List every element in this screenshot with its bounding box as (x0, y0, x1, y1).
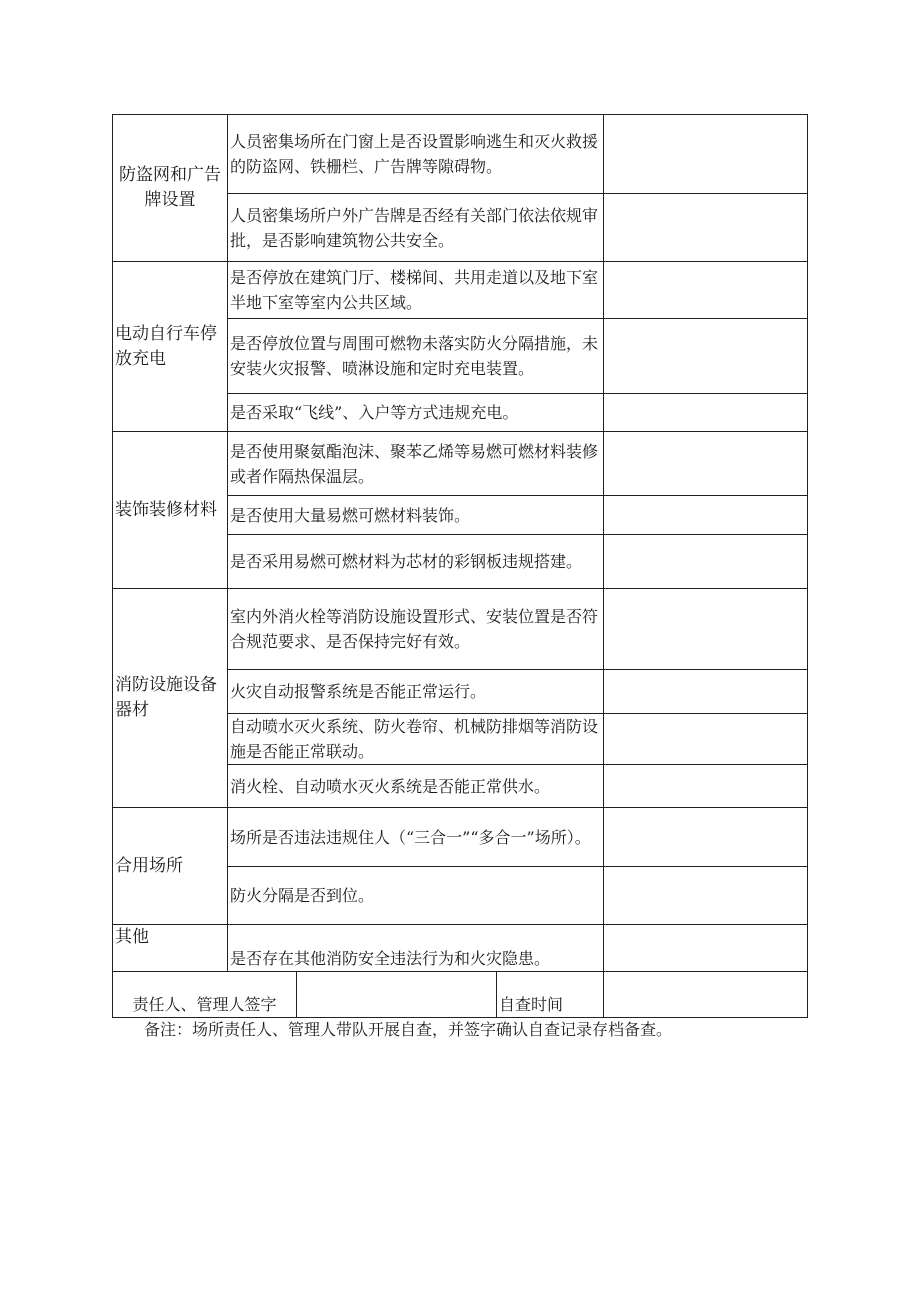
check-item: 人员密集场所户外广告牌是否经有关部门依法依规审批，是否影响建筑物公共安全。 (228, 194, 604, 262)
inspection-time-label: 自查时间 (497, 972, 604, 1018)
result-cell[interactable] (604, 262, 808, 319)
check-item: 自动喷水灭火系统、防火卷帘、机械防排烟等消防设施是否能正常联动。 (228, 714, 604, 765)
result-cell[interactable] (604, 808, 808, 867)
table-row (113, 115, 808, 194)
signature-row (113, 972, 808, 1018)
self-inspection-table (112, 114, 808, 1018)
result-cell[interactable] (604, 867, 808, 925)
table-row (113, 808, 808, 867)
result-cell[interactable] (604, 925, 808, 972)
result-cell[interactable] (604, 670, 808, 714)
table-row (113, 925, 808, 972)
check-item: 是否使用聚氨酯泡沫、聚苯乙烯等易燃可燃材料装修或者作隔热保温层。 (228, 432, 604, 496)
result-cell[interactable] (604, 394, 808, 432)
result-cell[interactable] (604, 194, 808, 262)
check-item: 是否停放位置与周围可燃物未落实防火分隔措施，未安装火灾报警、喷淋设施和定时充电装置。 (228, 319, 604, 394)
signature-label: 责任人、管理人签字 (113, 972, 297, 1018)
result-cell[interactable] (604, 535, 808, 589)
category-cell: 消防设施设备器材 (113, 589, 228, 808)
check-item: 人员密集场所在门窗上是否设置影响逃生和灭火救援的防盗网、铁栅栏、广告牌等隙碍物。 (228, 115, 604, 194)
footnote: 备注：场所责任人、管理人带队开展自查，并签字确认自查记录存档备查。 (144, 1020, 673, 1039)
category-cell: 防盗网和广告牌设置 (113, 115, 228, 262)
result-cell[interactable] (604, 496, 808, 535)
signature-field[interactable] (297, 972, 497, 1018)
check-item: 消火栓、自动喷水灭火系统是否能正常供水。 (228, 765, 604, 808)
result-cell[interactable] (604, 714, 808, 765)
result-cell[interactable] (604, 432, 808, 496)
category-cell: 装饰装修材料 (113, 432, 228, 589)
category-cell: 其他 (113, 925, 228, 972)
table-row (113, 589, 808, 670)
table-row (113, 432, 808, 496)
check-item: 火灾自动报警系统是否能正常运行。 (228, 670, 604, 714)
check-item: 是否停放在建筑门厅、楼梯间、共用走道以及地下室半地下室等室内公共区域。 (228, 262, 604, 319)
result-cell[interactable] (604, 765, 808, 808)
result-cell[interactable] (604, 115, 808, 194)
check-item: 是否采取“飞线”、入户等方式违规充电。 (228, 394, 604, 432)
check-item: 场所是否违法违规住人（“三合一”“多合一”场所）。 (228, 808, 604, 867)
check-item: 室内外消火栓等消防设施设置形式、安装位置是否符合规范要求、是否保持完好有效。 (228, 589, 604, 670)
check-item: 是否存在其他消防安全违法行为和火灾隐患。 (228, 925, 604, 972)
result-cell[interactable] (604, 589, 808, 670)
inspection-time-field[interactable] (604, 972, 808, 1018)
check-item: 防火分隔是否到位。 (228, 867, 604, 925)
category-cell: 电动自行车停放充电 (113, 262, 228, 432)
result-cell[interactable] (604, 319, 808, 394)
check-item: 是否采用易燃可燃材料为芯材的彩钢板违规搭建。 (228, 535, 604, 589)
category-cell: 合用场所 (113, 808, 228, 925)
check-item: 是否使用大量易燃可燃材料装饰。 (228, 496, 604, 535)
table-row (113, 262, 808, 319)
